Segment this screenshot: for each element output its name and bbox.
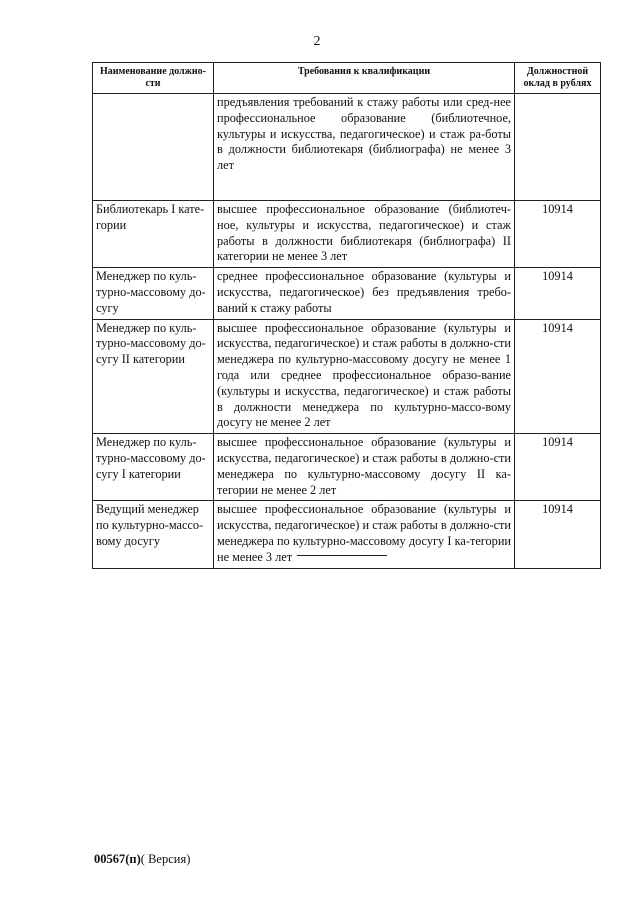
table-row	[93, 501, 601, 568]
cell-salary: 10914	[515, 319, 601, 434]
cell-position: Ведущий менеджер по культурно-массо-вому досугу	[93, 501, 214, 568]
cell-requirements: высшее профессиональное образование (библиотеч-ное, культуры и искусства, педагогическое) и стаж работы в должности библиотекаря (библиографа) II категории не менее 3 лет	[214, 201, 515, 268]
cell-requirements: высшее профессиональное образование (культуры и искусства, педагогическое) и стаж работы в должно-сти менеджера по культурно-массовому досугу не менее 1 года или среднее профессиональное образо-вание (культуры и искусства, педагогическое) и стаж работы в должности менеджера по культурно-массо-вому досугу не менее 2 лет	[214, 319, 515, 434]
header-salary: Должностной оклад в рублях	[515, 63, 601, 94]
cell-position: Библиотекарь I кате-гории	[93, 201, 214, 268]
section-divider	[297, 555, 387, 556]
table-header-row	[93, 63, 601, 94]
document-footer	[94, 852, 190, 867]
cell-salary: 10914	[515, 268, 601, 319]
cell-requirements: высшее профессиональное образование (культуры и искусства, педагогическое) и стаж работы в должно-сти менеджера по культурно-массовому досугу I ка-тегории не менее 3 лет	[214, 501, 515, 568]
table-row	[93, 268, 601, 319]
table-row	[93, 201, 601, 268]
cell-requirements: предъявления требований к стажу работы или сред-нее профессиональное образование (библиотечное, культуры и искусства, педагогическое) и стаж ра-боты в должности библиотекаря (библиографа) не менее 3 лет	[214, 94, 515, 201]
cell-requirements: среднее профессиональное образование (культуры и искусства, педагогическое) без предъявления требо-ваний к стажу работы	[214, 268, 515, 319]
cell-salary: 10914	[515, 434, 601, 501]
cell-salary: 10914	[515, 501, 601, 568]
document-version: ( Версия)	[140, 852, 191, 866]
header-position: Наименование должно-сти	[93, 63, 214, 94]
document-code: 00567(п)	[94, 852, 141, 866]
cell-position	[93, 94, 214, 201]
cell-salary	[515, 94, 601, 201]
table-row	[93, 434, 601, 501]
header-requirements: Требования к квалификации	[214, 63, 515, 94]
cell-requirements: высшее профессиональное образование (культуры и искусства, педагогическое) и стаж работы в должно-сти менеджера по культурно-массовому досугу II ка-тегории не менее 2 лет	[214, 434, 515, 501]
cell-position: Менеджер по куль-турно-массовому до-сугу I категории	[93, 434, 214, 501]
table-row	[93, 94, 601, 201]
table-row	[93, 319, 601, 434]
page-number: 2	[313, 34, 321, 49]
qualification-table	[92, 62, 601, 569]
cell-salary: 10914	[515, 201, 601, 268]
cell-position: Менеджер по куль-турно-массовому до-сугу II категории	[93, 319, 214, 434]
cell-position: Менеджер по куль-турно-массовому до-сугу	[93, 268, 214, 319]
